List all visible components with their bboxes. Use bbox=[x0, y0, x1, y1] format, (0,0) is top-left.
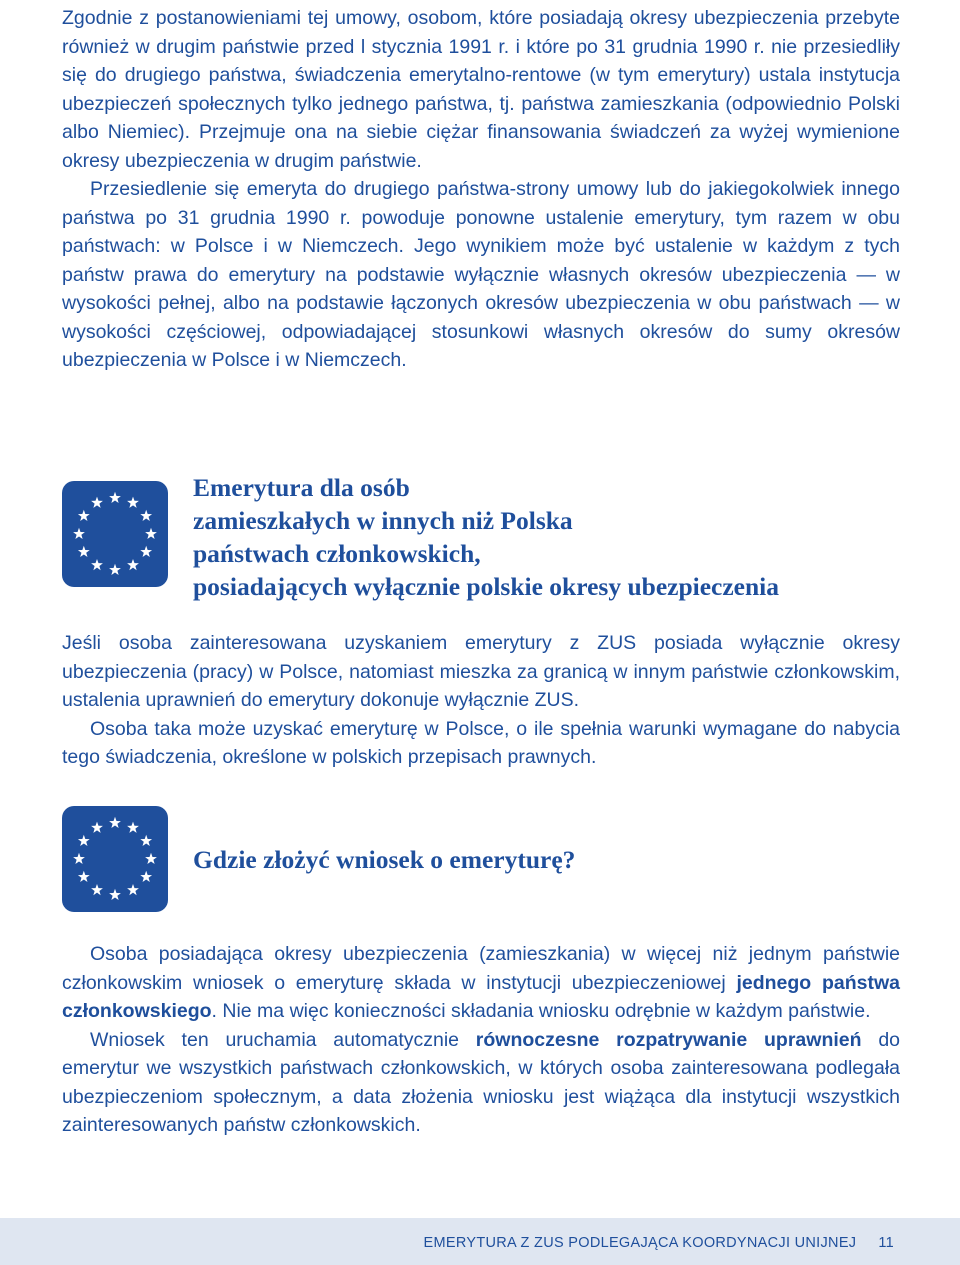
page-footer bbox=[0, 1218, 960, 1265]
star-icon bbox=[91, 559, 103, 570]
star-icon bbox=[127, 559, 139, 570]
section-residents-abroad bbox=[62, 629, 900, 772]
star-icon bbox=[127, 497, 139, 508]
text-run: do emerytur we wszystkich państwach członkowskich, w których osoba zainteresowana podlegała ubezpieczeniom społecznym, a data złożenia wniosku jest wiążąca dla instytucji wszystkich zainteresowanych państw członkowskich. bbox=[62, 1028, 901, 1136]
star-icon bbox=[73, 528, 85, 539]
heading-line: Emerytura dla osób bbox=[193, 473, 410, 502]
star-icon bbox=[145, 853, 157, 864]
text-emphasis: jednego państwa członkowskiego bbox=[62, 971, 900, 1022]
paragraph-simultaneous-review bbox=[62, 1026, 900, 1140]
section-heading-where-to-apply: Gdzie złożyć wniosek o emeryturę? bbox=[193, 845, 576, 874]
page-number: 11 bbox=[878, 1235, 894, 1251]
section-intro bbox=[62, 4, 900, 375]
section-where-to-apply bbox=[62, 940, 900, 1140]
star-icon bbox=[73, 853, 85, 864]
star-icon bbox=[91, 822, 103, 833]
eu-flag-icon bbox=[62, 806, 168, 912]
paragraph-conditions: Osoba taka może uzyskać emeryturę w Polsce, o ile spełnia warunki wymagane do nabycia tego świadczenia, określone w polskich przepisach prawnych. bbox=[62, 717, 900, 768]
text-run: . Nie ma więc konieczności składania wniosku odrębnie w każdym państwie. bbox=[211, 1000, 871, 1022]
star-icon bbox=[109, 889, 121, 900]
heading-line: zamieszkałych w innych niż Polska bbox=[193, 506, 573, 535]
star-icon bbox=[145, 528, 157, 539]
star-icon bbox=[127, 884, 139, 895]
star-icon bbox=[78, 871, 90, 882]
paragraph-resettlement: Przesiedlenie się emeryta do drugiego państwa-strony umowy lub do jakiegokolwiek innego państwa po 31 grudnia 1990 r. powoduje ponowne ustalenie emerytury, tym razem w obu państwach: w Polsce i w Niemczech. Jego wynikiem może być ustalenie w każdym z tych państw prawa do emerytury na podstawie wyłącznie własnych okresów ubezpieczenia — w wysokości pełnej, albo na podstawie łączonych okresów ubezpieczenia w obu państwach — w wysokości częściowej, odpowiadającej stosunkowi własnych okresów do sumy okresów ubezpieczenia w Polsce i w Niemczech. bbox=[62, 178, 900, 371]
paragraph-zus-competence: Jeśli osoba zainteresowana uzyskaniem emerytury z ZUS posiada wyłącznie okresy ubezpieczenia (pracy) w Polsce, natomiast mieszka za granicą w innym państwie członkowskim, ustalenia uprawnień do emerytury dokonuje wyłącznie ZUS. bbox=[62, 632, 900, 711]
star-icon bbox=[91, 497, 103, 508]
section-heading-residents-abroad bbox=[193, 471, 913, 603]
star-icon bbox=[140, 510, 152, 521]
star-icon bbox=[109, 817, 121, 828]
star-icon bbox=[109, 492, 121, 503]
star-icon bbox=[78, 546, 90, 557]
star-icon bbox=[127, 822, 139, 833]
star-icon bbox=[140, 546, 152, 557]
paragraph-agreement: Zgodnie z postanowieniami tej umowy, osobom, które posiadają okresy ubezpieczenia przebyte również w drugim państwie przed l stycznia 1991 r. i które po 31 grudnia 1990 r. nie przesiedliły się do drugiego państwa, świadczenia emerytalno-rentowe (w tym emerytury) ustala instytucja ubezpieczeń społecznych tylko jednego państwa, tj. państwa zamieszkania (odpowiednio Polski albo Niemiec). Przejmuje ona na siebie ciężar finansowania świadczeń za wyżej wymienione okresy ubezpieczenia w drugim państwie. bbox=[62, 7, 900, 172]
star-icon bbox=[140, 835, 152, 846]
star-icon bbox=[140, 871, 152, 882]
heading-line: państwach członkowskich, bbox=[193, 539, 481, 568]
star-icon bbox=[78, 510, 90, 521]
text-run: Osoba posiadająca okresy ubezpieczenia (zamieszkania) w więcej niż jednym państwie członkowskim wniosek o emeryturę składa w instytucji ubezpieczeniowej bbox=[62, 943, 900, 994]
footer-title: EMERYTURA Z ZUS PODLEGAJĄCA KOORDYNACJI UNIJNEJ bbox=[423, 1235, 857, 1251]
star-icon bbox=[91, 884, 103, 895]
footer-text bbox=[424, 1235, 894, 1251]
text-run: Wniosek ten uruchamia automatycznie bbox=[90, 1028, 476, 1051]
heading-line: posiadających wyłącznie polskie okresy ubezpieczenia bbox=[193, 572, 780, 601]
eu-flag-icon bbox=[62, 481, 168, 587]
paragraph-one-application bbox=[62, 940, 900, 1026]
star-icon bbox=[78, 835, 90, 846]
text-emphasis: równoczesne rozpatrywanie uprawnień bbox=[475, 1028, 862, 1051]
star-icon bbox=[109, 564, 121, 575]
